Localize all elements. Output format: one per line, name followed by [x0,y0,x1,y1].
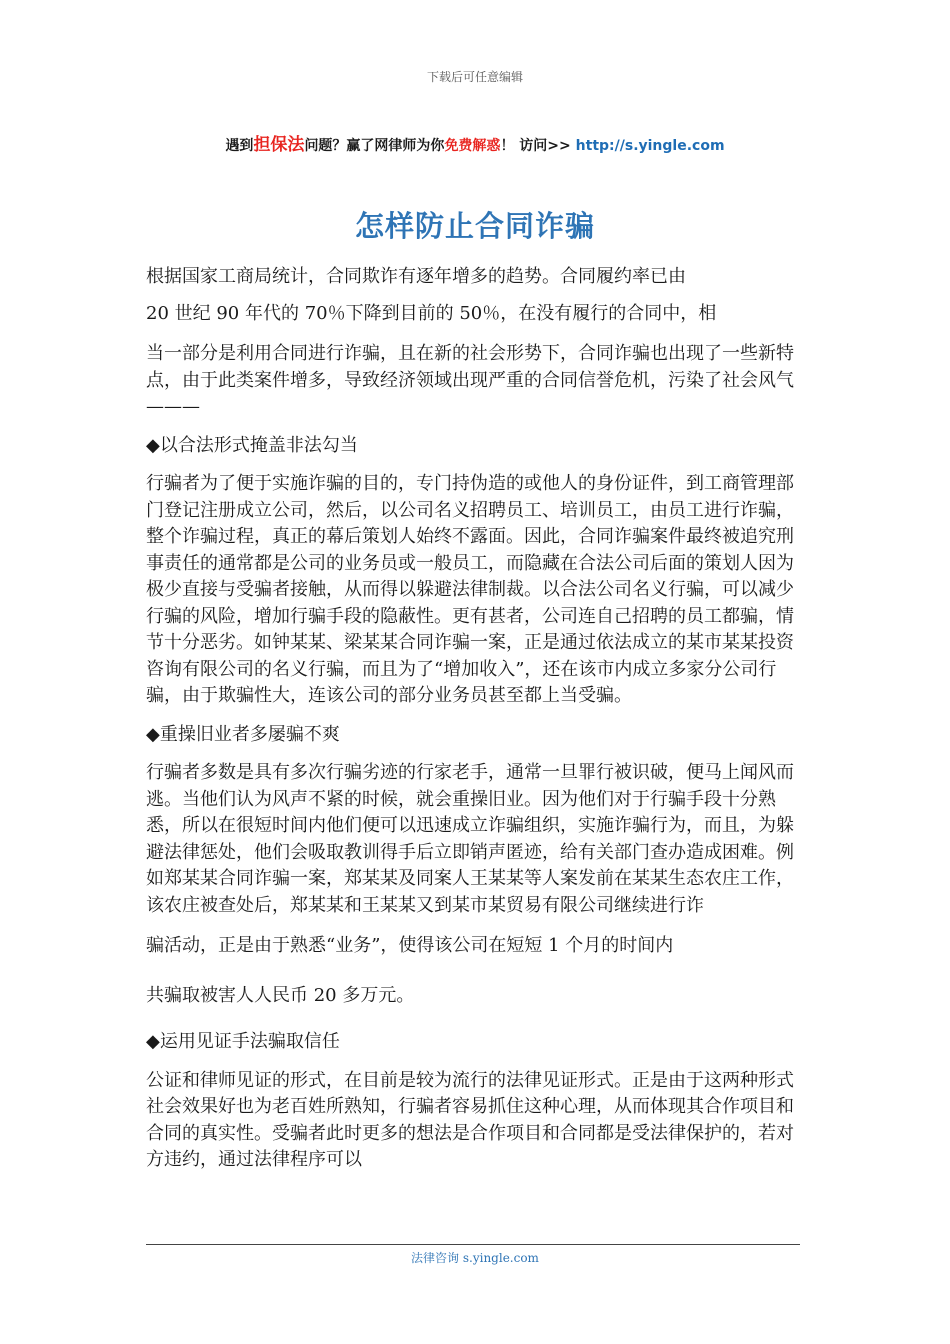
banner-text-1: 遇到 [225,138,254,154]
promo-banner [0,130,950,155]
intro-paragraph-continued: 当一部分是利用合同进行诈骗，且在新的社会形势下，合同诈骗也出现了一些新特点，由于此类案件增多，导致经济领域出现严重的合同信誉危机，污染了社会风气——— [146,343,794,417]
document-body [146,258,806,1174]
section-heading-repeat-offenders: ◆重操旧业者多屡骗不爽 [146,723,340,745]
top-note: 下载后可任意编辑 [426,70,523,84]
document-title: 怎样防止合同诈骗 [354,209,595,243]
intro-line-1: 根据国家工商局统计，合同欺诈有逐年增多的趋势。合同履约率已由 [146,266,686,287]
banner-free-answer: 免费解惑 [444,138,501,154]
banner-link[interactable]: http://s.yingle.com [575,138,725,154]
banner-text-3: ！ 访问>> [500,138,576,154]
section-heading-notarization: ◆运用见证手法骗取信任 [146,1031,340,1052]
banner-text-2: 问题？赢了网律师为你 [304,138,445,154]
section-body-repeat-offenders: 行骗者多数是具有多次行骗劣迹的行家老手，通常一旦罪行被识破，便马上闻风而逃。当他们认为风声不紧的时候，就会重操旧业。因为他们对于行骗手段十分熟悉，所以在很短时间内他们便可以迅速成立诈骗组织，实施诈骗行为，而且，为躲避法律惩处，他们会吸取教训得手后立即销声匿迹，给有关部门查办造成困难。例如郑某某合同诈骗一案，郑某某及同案人王某某等人案发前在某某生态农庄工作，该农庄被查处后，郑某某和王某某又到某市某贸易有限公司继续进行诈 [146,762,794,916]
section-body-legal-cover: 行骗者为了便于实施诈骗的目的，专门持伪造的或他人的身份证件，到工商管理部门登记注册成立公司，然后，以公司名义招聘员工、培训员工，由员工进行诈骗，整个诈骗过程，真正的幕后策划人始终不露面。因此，合同诈骗案件最终被追究刑事责任的通常都是公司的业务员或一般员工，而隐藏在合法公司后面的策划人因为极少直接与受骗者接触，从而得以躲避法律制裁。以合法公司名义行骗，可以减少行骗的风险，增加行骗手段的隐蔽性。更有甚者，公司连自己招聘的员工都骗，情节十分恶劣。如钟某某、梁某某合同诈骗一案，正是通过依法成立的某市某某投资咨询有限公司的名义行骗，而且为了“增加收入”，还在该市内成立多家分公司行骗，由于欺骗性大，连该公司的部分业务员甚至都上当受骗。 [146,473,794,706]
footer-link[interactable]: 法律咨询 s.yingle.com [411,1251,539,1265]
section-heading-legal-cover: ◆以合法形式掩盖非法勾当 [146,434,358,456]
footer-divider [146,1244,800,1245]
intro-paragraph [146,258,806,332]
section-body-repeat-offenders-line-b: 共骗取被害人人民币 20 多万元。 [146,985,415,1006]
banner-keyword[interactable]: 担保法 [253,135,305,155]
section-body-repeat-offenders-line-a: 骗活动，正是由于熟悉“业务”，使得该公司在短短 1 个月的时间内 [146,935,674,956]
intro-line-2: 20 世纪 90 年代的 70％下降到目前的 50％，在没有履行的合同中，相 [146,303,717,324]
section-body-notarization: 公证和律师见证的形式，在目前是较为流行的法律见证形式。正是由于这两种形式社会效果好也为老百姓所熟知，行骗者容易抓住这种心理，从而体现其合作项目和合同的真实性。受骗者此时更多的想法是合作项目和合同都是受法律保护的，若对方违约，通过法律程序可以 [146,1069,794,1170]
